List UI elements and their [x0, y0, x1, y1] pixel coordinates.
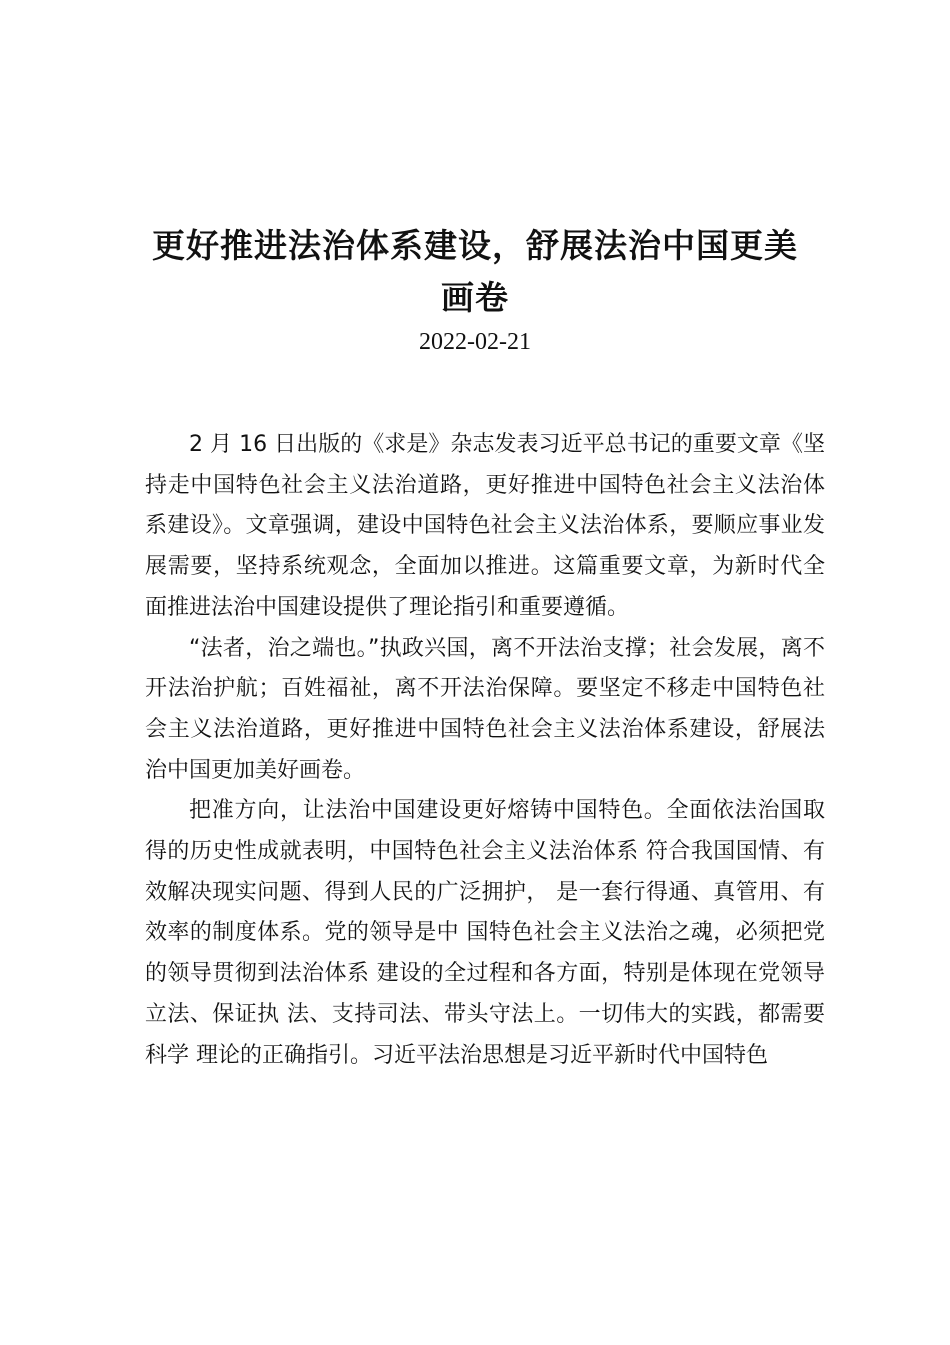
paragraph-1: 2 月 16 日出版的《求是》杂志发表习近平总书记的重要文章《坚持走中国特色社会主义法治道路，更好推进中国特色社会主义法治体系建设》。文章强调，建设中国特色社会主义法治体系，要顺应事业发展需要，坚持系统观念，全面加以推进。这篇重要文章，为新时代全面推进法治中国建设提供了理论指引和重要遵循。 [145, 432, 825, 620]
paragraph-3: 把准方向，让法治中国建设更好熔铸中国特色。全面依法治国取得的历史性成就表明，中国特色社会主义法治体系 符合我国国情、有效解决现实问题、得到人民的广泛拥护， 是一套行得通、真管用、有效率的制度体系。党的领导是中 国特色社会主义法治之魂，必须把党的领导贯彻到法治体系 建设的全过程和各方面，特别是体现在党领导立法、保证执 法、支持司法、带头守法上。一切伟大的实践，都需要科学 理论的正确指引。习近平法治思想是习近平新时代中国特色 [145, 798, 825, 1068]
article-body [145, 425, 825, 1076]
paragraph-2: “法者，治之端也。”执政兴国，离不开法治支撑；社会发展，离不开法治护航；百姓福祉，离不开法治保障。要坚定不移走中国特色社会主义法治道路，更好推进中国特色社会主义法治体系建设，舒展法治中国更加美好画卷。 [145, 635, 825, 783]
document-title: 更好推进法治体系建设，舒展法治中国更美画卷 [152, 226, 798, 317]
publish-date: 2022-02-21 [419, 329, 531, 355]
